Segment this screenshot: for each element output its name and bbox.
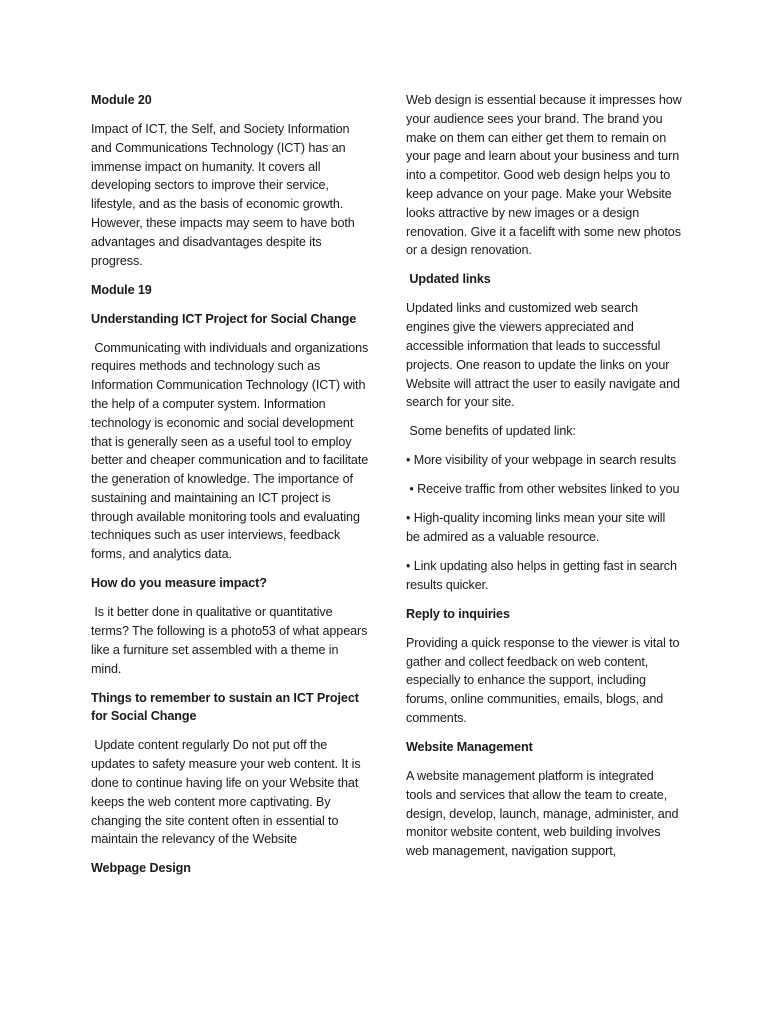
reply-inquiries-heading: Reply to inquiries xyxy=(406,606,510,621)
benefits-intro: Some benefits of updated link: xyxy=(406,424,576,439)
measure-impact-paragraph: Is it better done in qualitative or quantitative terms? The following is a photo53 of what appears like a furniture set assembled with a theme in mind. xyxy=(91,605,371,676)
website-management-heading: Website Management xyxy=(406,739,533,754)
module19-heading: Module 19 xyxy=(91,282,152,297)
webpage-design-heading: Webpage Design xyxy=(91,861,191,876)
website-management-paragraph: A website management platform is integrated tools and services that allow the team to create, design, develop, launch, manage, administer, and monitor website content, web building involves web management, navigation support, xyxy=(406,768,679,859)
updated-links-paragraph: Updated links and customized web search engines give the viewers appreciated and accessible information that leads to successful projects. One reason to update the links on your Website will attract the user to easily navigate and search for your site. xyxy=(406,301,680,410)
benefit-item-2: • Receive traffic from other websites linked to you xyxy=(406,482,680,497)
benefit-item-3: • High-quality incoming links mean your site will be admired as a valuable resource. xyxy=(406,511,666,545)
understanding-ict-heading: Understanding ICT Project for Social Change xyxy=(91,311,357,326)
understanding-ict-paragraph: Communicating with individuals and organizations requires methods and technology such as Information Communication Technology (ICT) with the help of a computer system. Information technology is economic and social development that is generally seen as a useful tool to employ better and cheaper communication and to facilitate the generation of knowledge. The importance of sustaining and maintaining an ICT project is through available monitoring tools and evaluating techniques such as user interviews, feedback forms, and analytics data. xyxy=(91,340,372,562)
left-column xyxy=(91,91,372,888)
things-to-remember-heading: Things to remember to sustain an ICT Project for Social Change xyxy=(91,690,359,724)
web-design-paragraph: Web design is essential because it impresses how your audience sees your brand. The brand you make on them can either get them to remain on your page and learn about your business and turn into a competitor. Good web design helps you to keep advance on your page. Make your Website looks attractive by new images or a design renovation. Give it a facelift with some new photos or a design renovation. xyxy=(406,93,682,258)
reply-inquiries-paragraph: Providing a quick response to the viewer is vital to gather and collect feedback on web content, especially to enhance the support, including forums, online communities, emails, blogs, and comments. xyxy=(406,635,680,725)
updated-links-heading: Updated links xyxy=(406,272,491,287)
module20-paragraph: Impact of ICT, the Self, and Society Information and Communications Technology (ICT) has an immense impact on humanity. It covers all developing sectors to improve their service, lifestyle, and as the basis of economic growth. However, these impacts may seem to have both advantages and disadvantages despite its progress. xyxy=(91,121,355,268)
benefit-item-1: • More visibility of your webpage in search results xyxy=(406,453,677,468)
measure-impact-heading: How do you measure impact? xyxy=(91,576,267,591)
things-to-remember-paragraph: Update content regularly Do not put off the updates to safety measure your web content. It is done to continue having life on your Website that keeps the web content more captivating. By changing the site content often in essential to maintain the relevancy of the Website xyxy=(91,738,364,847)
module20-heading: Module 20 xyxy=(91,93,152,107)
benefit-item-4: • Link updating also helps in getting fast in search results quicker. xyxy=(406,559,677,592)
right-column xyxy=(406,91,682,871)
